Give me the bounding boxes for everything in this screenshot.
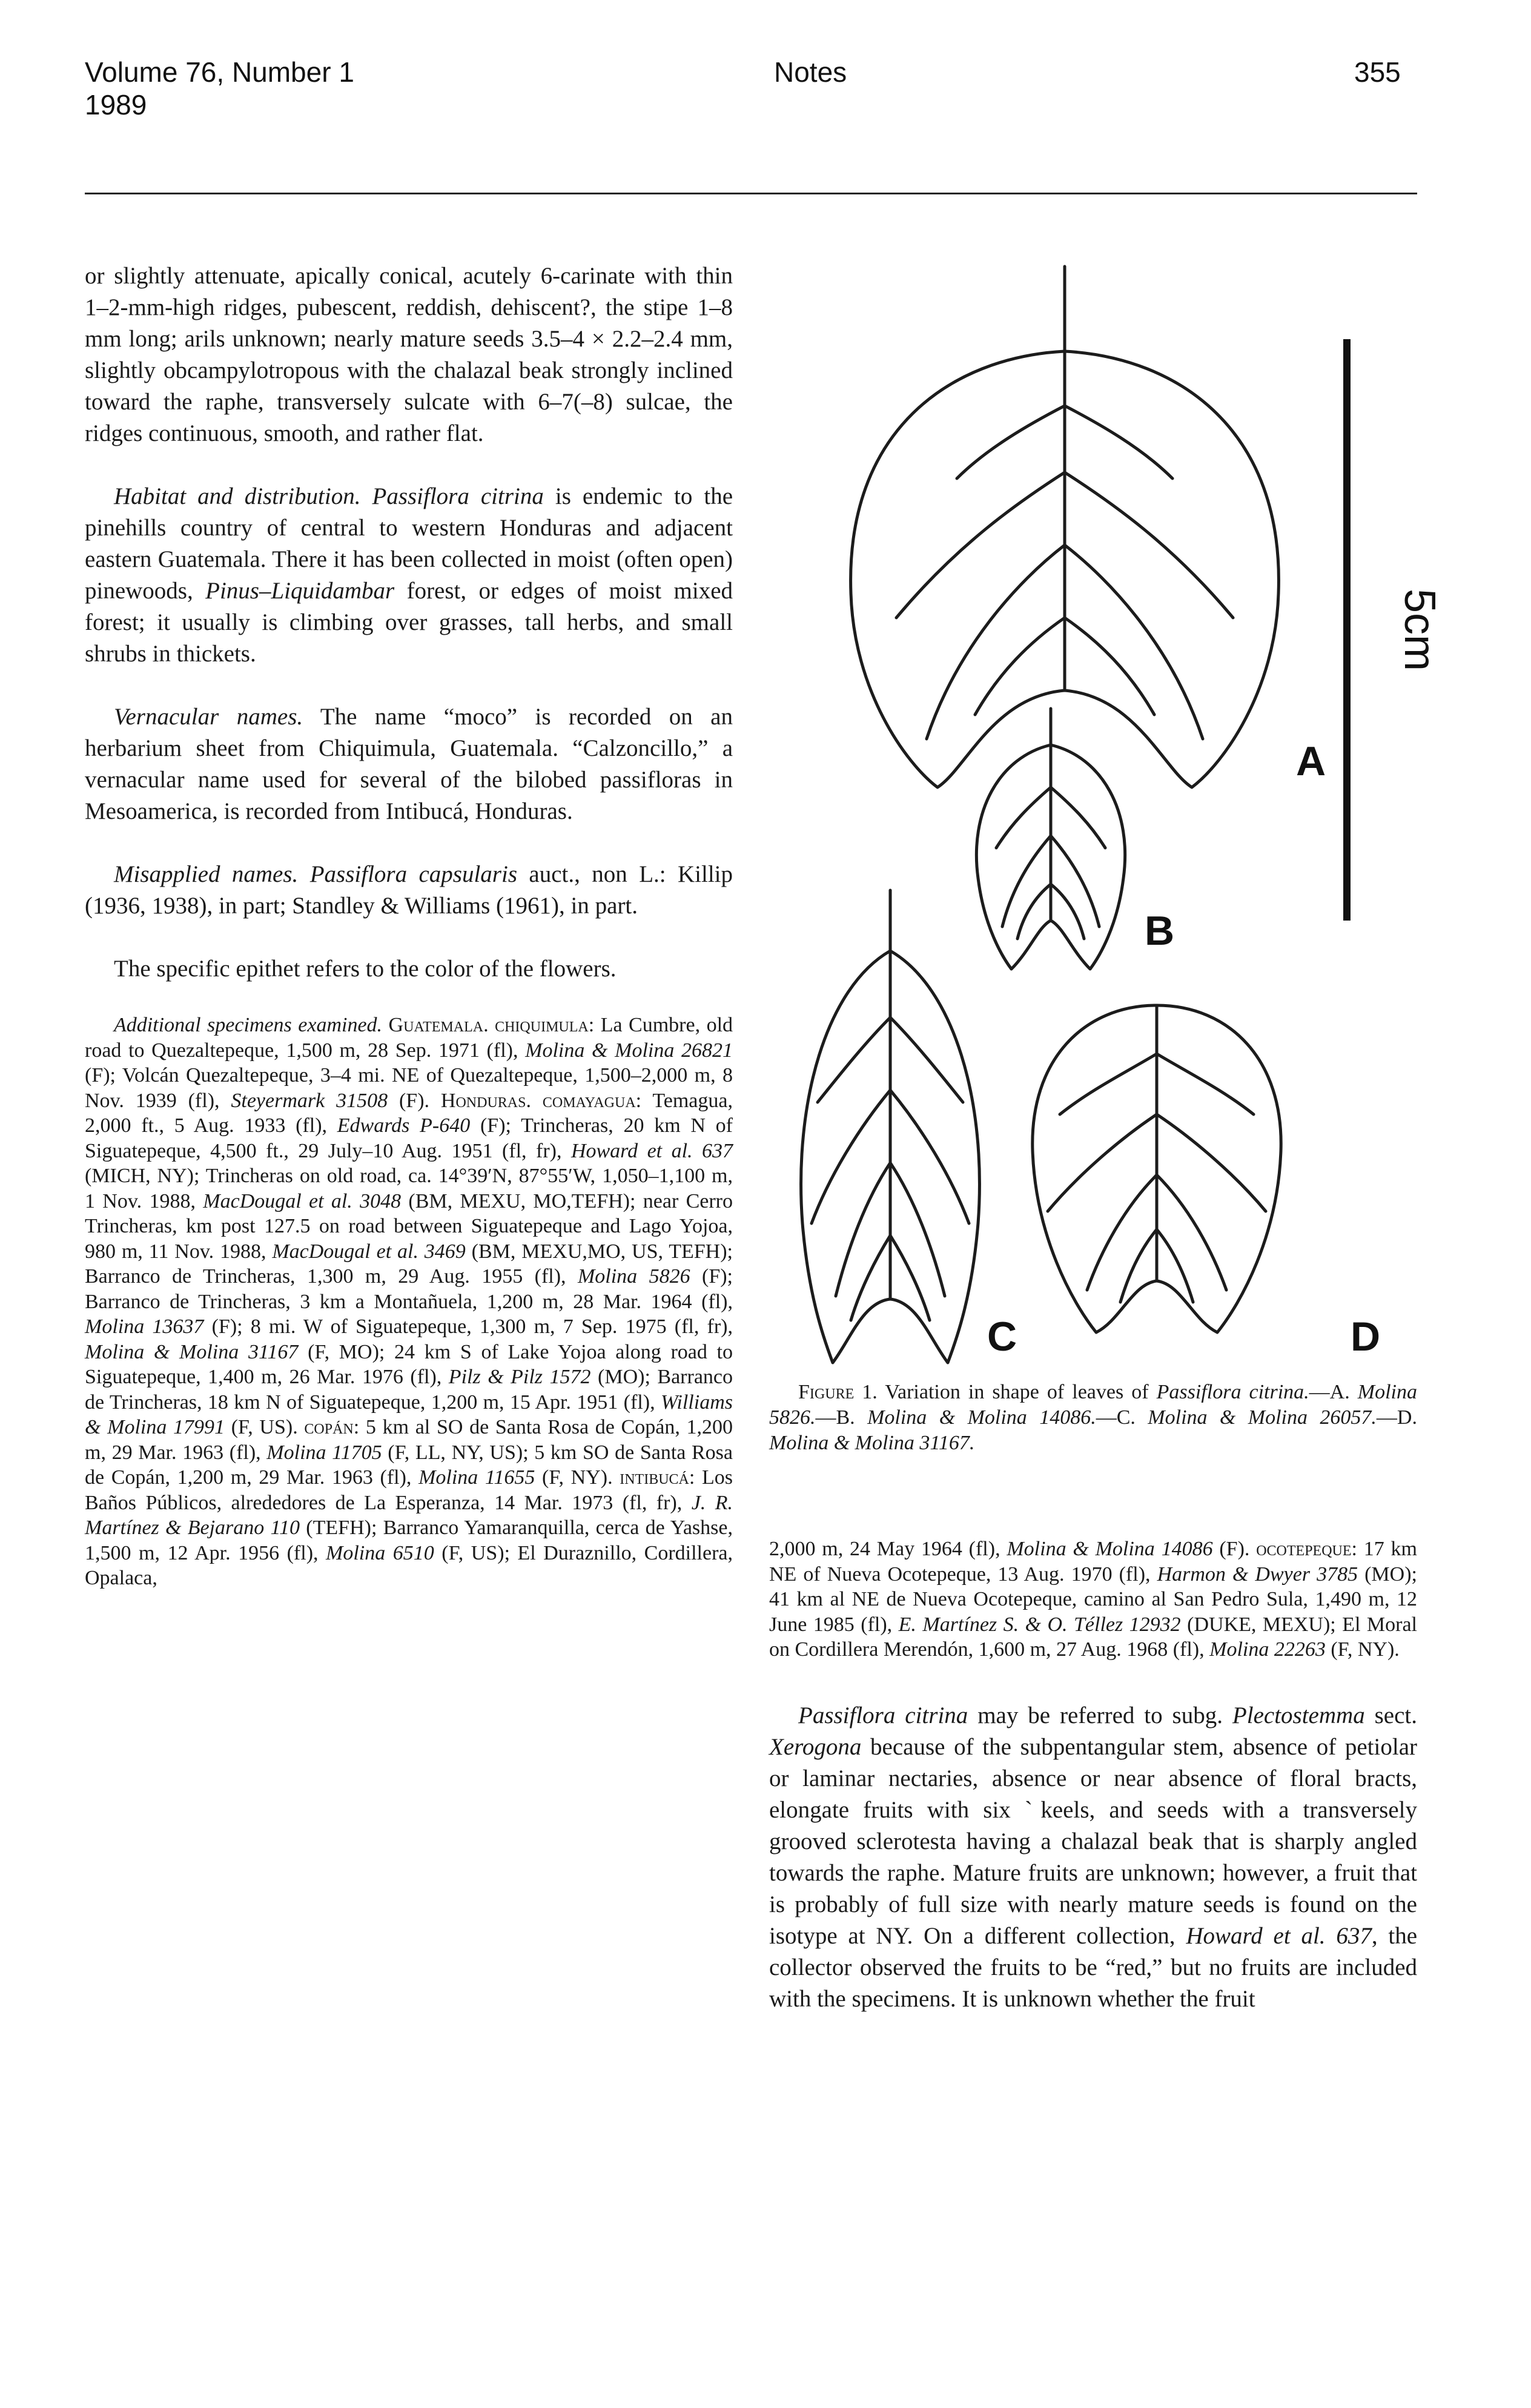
epithet-paragraph: The specific epithet refers to the color of the flowers. [114, 956, 617, 982]
text-run: (F); 8 mi. W of Siguatepeque, 1,300 m, 7 Sep. 1975 (fl, fr), [203, 1315, 733, 1338]
text-run: 17 km NE of Nueva Ocotepeque, 13 Aug. 1970 (fl), [769, 1538, 1417, 1586]
specimens-continuation [769, 1536, 1417, 1662]
text-run: (F); Volcán Quezaltepeque, 3–4 mi. NE of Quezaltepeque, 1,500–2,000 m, 8 Nov. 1939 (fl), [85, 1064, 733, 1112]
text-run: —D. [1376, 1406, 1417, 1429]
text-run: chiquimula: [495, 1014, 595, 1036]
text-run: ocotepeque: [1256, 1538, 1357, 1560]
text-run [382, 1014, 389, 1036]
panel-label-d: D [1351, 1314, 1381, 1360]
text-run: (F, US); El Duraznillo, Cordillera, Opalaca, [85, 1541, 733, 1589]
text-run: Harmon & Dwyer 3785 [1157, 1563, 1358, 1586]
vernacular-paragraph: Vernacular names. The name “moco” is recorded on an herbarium sheet from Chiquimula, Guatemala. “Calzoncillo,” a vernacular name used for several of the bilobed passifloras in Mesoamerica, is recorded from Intibucá, Honduras. [85, 704, 733, 824]
right-column [769, 1536, 1417, 2015]
text-run: 2,000 m, 24 May 1964 (fl), [769, 1538, 1007, 1560]
leaf-d-drawing [1033, 1005, 1281, 1332]
text-run: Molina 6510 [326, 1541, 434, 1564]
text-run: Howard et al. 637 [570, 1139, 733, 1162]
section-title: Notes [774, 56, 847, 88]
left-column [85, 260, 733, 1591]
text-run: —C. [1096, 1406, 1148, 1429]
text-run: Williams & Molina 17991 [85, 1391, 733, 1438]
text-run: Figure [798, 1381, 855, 1403]
text-run: Molina 11655 [418, 1466, 535, 1489]
text-run: (F, NY). [1325, 1638, 1400, 1661]
text-run: Pilz & Pilz 1572 [448, 1366, 591, 1388]
running-header-volume [85, 56, 354, 121]
text-run: Molina & Molina 31167 [85, 1340, 299, 1363]
text-run: (F, US). [225, 1416, 305, 1438]
text-run: Steyermark 31508 [231, 1089, 388, 1112]
leaf-figure [745, 254, 1447, 1375]
text-run: intibucá: [620, 1466, 695, 1489]
text-run: Molina 13637 [85, 1315, 204, 1338]
text-run: Howard et al. 637 [1186, 1922, 1372, 1949]
leaf-a-drawing [851, 266, 1279, 787]
text-run: Molina & Molina 31167. [769, 1432, 975, 1454]
habitat-paragraph: Habitat and distribution. Passiflora citrina is endemic to the pinehills country of central to western Honduras and adjacent eastern Guatemala. There it has been collected in moist (often open) pinewoods, Pinus–Liquidambar forest, or edges of moist mixed forest; it usually is climbing over grasses, tall herbs, and small shrubs in thickets. [85, 483, 733, 667]
text-run: (DUKE, MEXU); El Moral on Cordillera Merendón, 1,600 m, 27 Aug. 1968 (fl), [769, 1613, 1417, 1661]
text-run: Passiflora citrina [798, 1702, 968, 1728]
text-run: Additional specimens examined. [114, 1014, 383, 1036]
text-run: E. Martínez S. & O. Téllez 12932 [898, 1613, 1181, 1636]
text-run: Molina & Molina 14086. [867, 1406, 1096, 1429]
text-run: 1. Variation in shape of leaves of [854, 1381, 1157, 1403]
scale-bar [1343, 339, 1351, 921]
text-run: Plectostemma [1232, 1702, 1365, 1728]
text-run: Molina & Molina 26821 [525, 1039, 733, 1062]
text-run [489, 1014, 495, 1036]
text-run: Xerogona [769, 1733, 862, 1760]
text-run: copán: [304, 1416, 360, 1438]
habitat-heading: Habitat and distribution. [114, 483, 361, 509]
text-run: —A. [1309, 1381, 1358, 1403]
figure-caption [769, 1380, 1417, 1456]
misapplied-heading: Misapplied names. [114, 861, 299, 887]
leaf-b-drawing [976, 709, 1125, 969]
text-run: Molina 22263 [1209, 1638, 1326, 1661]
text-run: —B. [815, 1406, 868, 1429]
text-run: (F, MO); 24 km S of Lake Yojoa along road to Siguatepeque, 1,400 m, 26 Mar. 1976 (fl), [85, 1340, 733, 1388]
text-run: (F); Trincheras, 20 km N of Siguatepeque, 4,500 ft., 29 July–10 Aug. 1951 (fl, fr), [85, 1114, 733, 1162]
text-run: sect. [1364, 1702, 1417, 1728]
vernacular-heading: Vernacular names. [114, 704, 303, 730]
scale-label: 5cm [1395, 588, 1444, 672]
text-run: MacDougal et al. 3469 [272, 1240, 466, 1263]
text-run: may be referred to subg. [968, 1702, 1232, 1728]
text-run: Temagua, 2,000 ft., 5 Aug. 1933 (fl), [85, 1089, 733, 1137]
habitat-forest: Pinus–Liquidambar [205, 578, 395, 604]
text-run: (MO); 41 km al NE de Nueva Ocotepeque, camino al San Pedro Sula, 1,490 m, 12 June 1985 (fl), [769, 1563, 1417, 1636]
text-run: Molina 5826. [769, 1381, 1417, 1429]
text-run: La Cumbre, old road to Quezaltepeque, 1,500 m, 28 Sep. 1971 (fl), [85, 1014, 733, 1062]
text-run: 5 km al SO de Santa Rosa de Copán, 1,200 m, 29 Mar. 1963 (fl), [85, 1416, 733, 1464]
leaf-c-drawing [801, 890, 980, 1363]
text-run: J. R. Martínez & Bejarano 110 [85, 1491, 733, 1539]
panel-label-a: A [1296, 738, 1326, 784]
text-run: , the collector observed the fruits to be “red,” but no fruits are included with the specimens. It is unknown whether the fruit [769, 1922, 1418, 2012]
panel-label-b: B [1145, 908, 1175, 954]
text-run: (TEFH); Barranco Yamaranquilla, cerca de Yashse, 1,500 m, 12 Apr. 1956 (fl), [85, 1517, 733, 1564]
text-run: (MO); Barranco de Trincheras, 18 km N of Siguatepeque, 1,200 m, 15 Apr. 1951 (fl), [85, 1366, 733, 1414]
text-run: Edwards P-640 [337, 1114, 471, 1137]
misapplied-paragraph: Misapplied names. Passiflora capsularis auct., non L.: Killip (1936, 1938), in part; Standley & Williams (1961), in part. [85, 861, 733, 919]
text-run: (F); Barranco de Trincheras, 3 km a Montañuela, 1,200 m, 28 Mar. 1964 (fl), [85, 1265, 733, 1313]
habitat-species: Passiflora citrina [372, 483, 544, 509]
text-run: Molina 5826 [577, 1265, 690, 1288]
text-run: Passiflora citrina. [1156, 1381, 1309, 1403]
text-run: (F, NY). [535, 1466, 620, 1489]
text-run: (BM, MEXU,MO, US, TEFH); Barranco de Trincheras, 1,300 m, 29 Aug. 1955 (fl), [85, 1240, 733, 1288]
text-run: because of the subpentangular stem, absence of petiolar or laminar nectaries, absence or near absence of floral bracts, elongate fruits with six ˋkeels, and seeds with a transversely grooved sclerotesta having a chalazal beak that is sharply angled towards the raphe. Mature fruits are unknown; however, a fruit that is probably of full size with nearly mature seeds is found on the isotype at NY. On a different collection, [769, 1733, 1417, 1949]
panel-label-c: C [987, 1314, 1017, 1360]
misapplied-species: Passiflora capsularis [309, 861, 518, 887]
text-run: (MICH, NY); Trincheras on old road, ca. 14°39′N, 87°55′W, 1,050–1,100 m, 1 Nov. 1988, [85, 1165, 733, 1212]
text-run: (F, LL, NY, US); 5 km SO de Santa Rosa de Copán, 1,200 m, 29 Mar. 1963 (fl), [85, 1441, 733, 1489]
text-run: (BM, MEXU, MO,TEFH); near Cerro Trincheras, km post 127.5 on road between Siguatepeque and Lago Yojoa, 980 m, 11 Nov. 1988, [85, 1189, 733, 1263]
specimens-paragraph [85, 1013, 733, 1591]
text-run: Molina & Molina 14086 [1007, 1538, 1213, 1560]
text-run: Honduras. comayagua: [440, 1089, 642, 1112]
text-run: (F). [1212, 1538, 1257, 1560]
text-run: Los Baños Públicos, alrededores de La Esperanza, 14 Mar. 1973 (fl, fr), [85, 1466, 733, 1514]
page-number: 355 [1354, 56, 1401, 88]
text-run: Molina & Molina 26057. [1148, 1406, 1377, 1429]
text-run: Molina 11705 [266, 1441, 382, 1464]
journal-year: 1989 [85, 89, 147, 121]
text-run: (F). [388, 1089, 441, 1112]
header-rule [85, 193, 1417, 194]
text-run: Guatemala. [388, 1014, 489, 1036]
journal-volume: Volume 76, Number 1 [85, 56, 354, 88]
discussion-paragraph [769, 1700, 1417, 2015]
description-paragraph: or slightly attenuate, apically conical, acutely 6-carinate with thin 1–2-mm-high ridges, pubescent, reddish, dehiscent?, the stipe 1–8 mm long; arils unknown; nearly mature seeds 3.5–4 × 2.2–2.4 mm, slightly obcampylotropous with the chalazal beak strongly inclined toward the raphe, transversely sulcate with 6–7(–8) sulcae, the ridges continuous, smooth, and rather flat. [85, 263, 733, 446]
text-run: MacDougal et al. 3048 [203, 1189, 402, 1212]
